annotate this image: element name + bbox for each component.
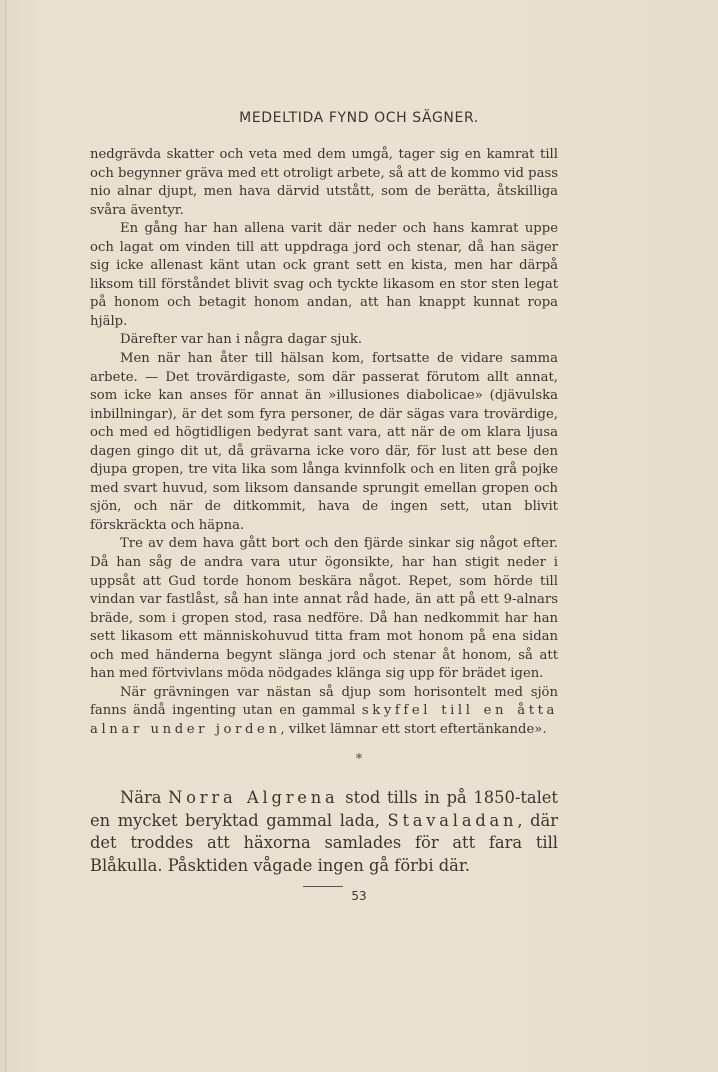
paragraph: [90, 350, 558, 535]
note-text: , där det troddes att häxorna samlades för att fara till Blåkulla. Påsktiden vågade ingen gå förbi där.: [90, 810, 559, 875]
paragraph: [90, 220, 558, 331]
page-number: 53: [351, 889, 367, 903]
page-number-rule: [303, 886, 343, 887]
spaced-emphasis-text: skyffel till en åtta alnar under jorden: [90, 703, 558, 737]
paragraph: [90, 684, 558, 740]
running-head: MEDELTIDA FYND OCH SÄGNER.: [239, 110, 479, 126]
page-edge-shadow: [5, 0, 6, 1072]
paragraph: [90, 787, 558, 877]
paragraph-text: Men när han åter till hälsan kom, fortsatte de vidare samma arbete. — Det trovärdigaste, som där passerat förutom allt annat, som icke kan anses för annat än »illusiones diabolicae» (djävulska inbillningar), är det som fyra personer, de där sägas vara trovärdige, och med ed högtidligen bedyrat sant vara, att när de om klara ljusa dagen gingo dit ut, då grävarna icke voro där, för lust att bese den djupa gropen, tre vita lika som långa kvinnfolk och en liten grå pojke med svart huvud, som liksom dansande sprungit emellan gropen och sjön, och när de ditkommit, hava de ingen sett, utan blivit förskräckta och häpna.: [90, 351, 558, 533]
paragraph: [90, 331, 558, 350]
section-separator: *: [355, 752, 363, 767]
paragraph-text: Tre av dem hava gått bort och den fjärde sinkar sig något efter. Då han såg de andra vara utur ögonsikte, har han stigit neder i uppsåt att Gud torde honom beskära något. Repet, som hörde till vindan var fastlåst, så han inte annat råd hade, än att på ett 9-alnars bräde, som i gropen stod, rasa nedföre. Då han nedkommit har han sett likasom ett människohuvud titta fram mot honom på ena sidan och med händerna begynt slänga jord och stenar åt honom, så att han med förtvivlans möda nödgades klänga sig upp för brädet igen.: [90, 536, 558, 682]
paragraph-text: nedgrävda skatter och veta med dem umgå, tager sig en kamrat till och begynner gräva med ett otroligt arbete, så att de kommo vid pass nio alnar djupt, men hava därvid utstått, som de berätta, åtskilliga svåra äventyr.: [90, 147, 558, 218]
note-text: stod tills in på 1850-talet en mycket beryktad gammal lada,: [90, 788, 558, 830]
note-paragraph: [90, 787, 558, 877]
paragraph-text: När grävningen var nästan så djup som horisontelt med sjön fanns ändå ingenting utan en gammal: [90, 684, 558, 719]
paragraph-text: , vilket lämnar ett stort eftertänkande».: [280, 721, 547, 737]
paragraph-text: En gång har han allena varit där neder och hans kamrat uppe och lagat om vinden till att uppdraga jord och stenar, då han säger sig icke allenast känt utan ock grant sett en kista, men har därpå liksom till förståndet blivit svag och tyckte likasom en stor sten legat på honom och betagit honom andan, att han knappt kunnat ropa hjälp.: [90, 221, 558, 329]
paragraph: [90, 535, 558, 683]
body-text: [90, 146, 558, 740]
paragraph: [90, 146, 558, 220]
spaced-place-name: Norra Algrena: [168, 788, 339, 807]
note-text: Nära: [120, 788, 169, 807]
spaced-place-name: Stavaladan: [387, 810, 518, 830]
paragraph-text: Därefter var han i några dagar sjuk.: [120, 332, 363, 348]
